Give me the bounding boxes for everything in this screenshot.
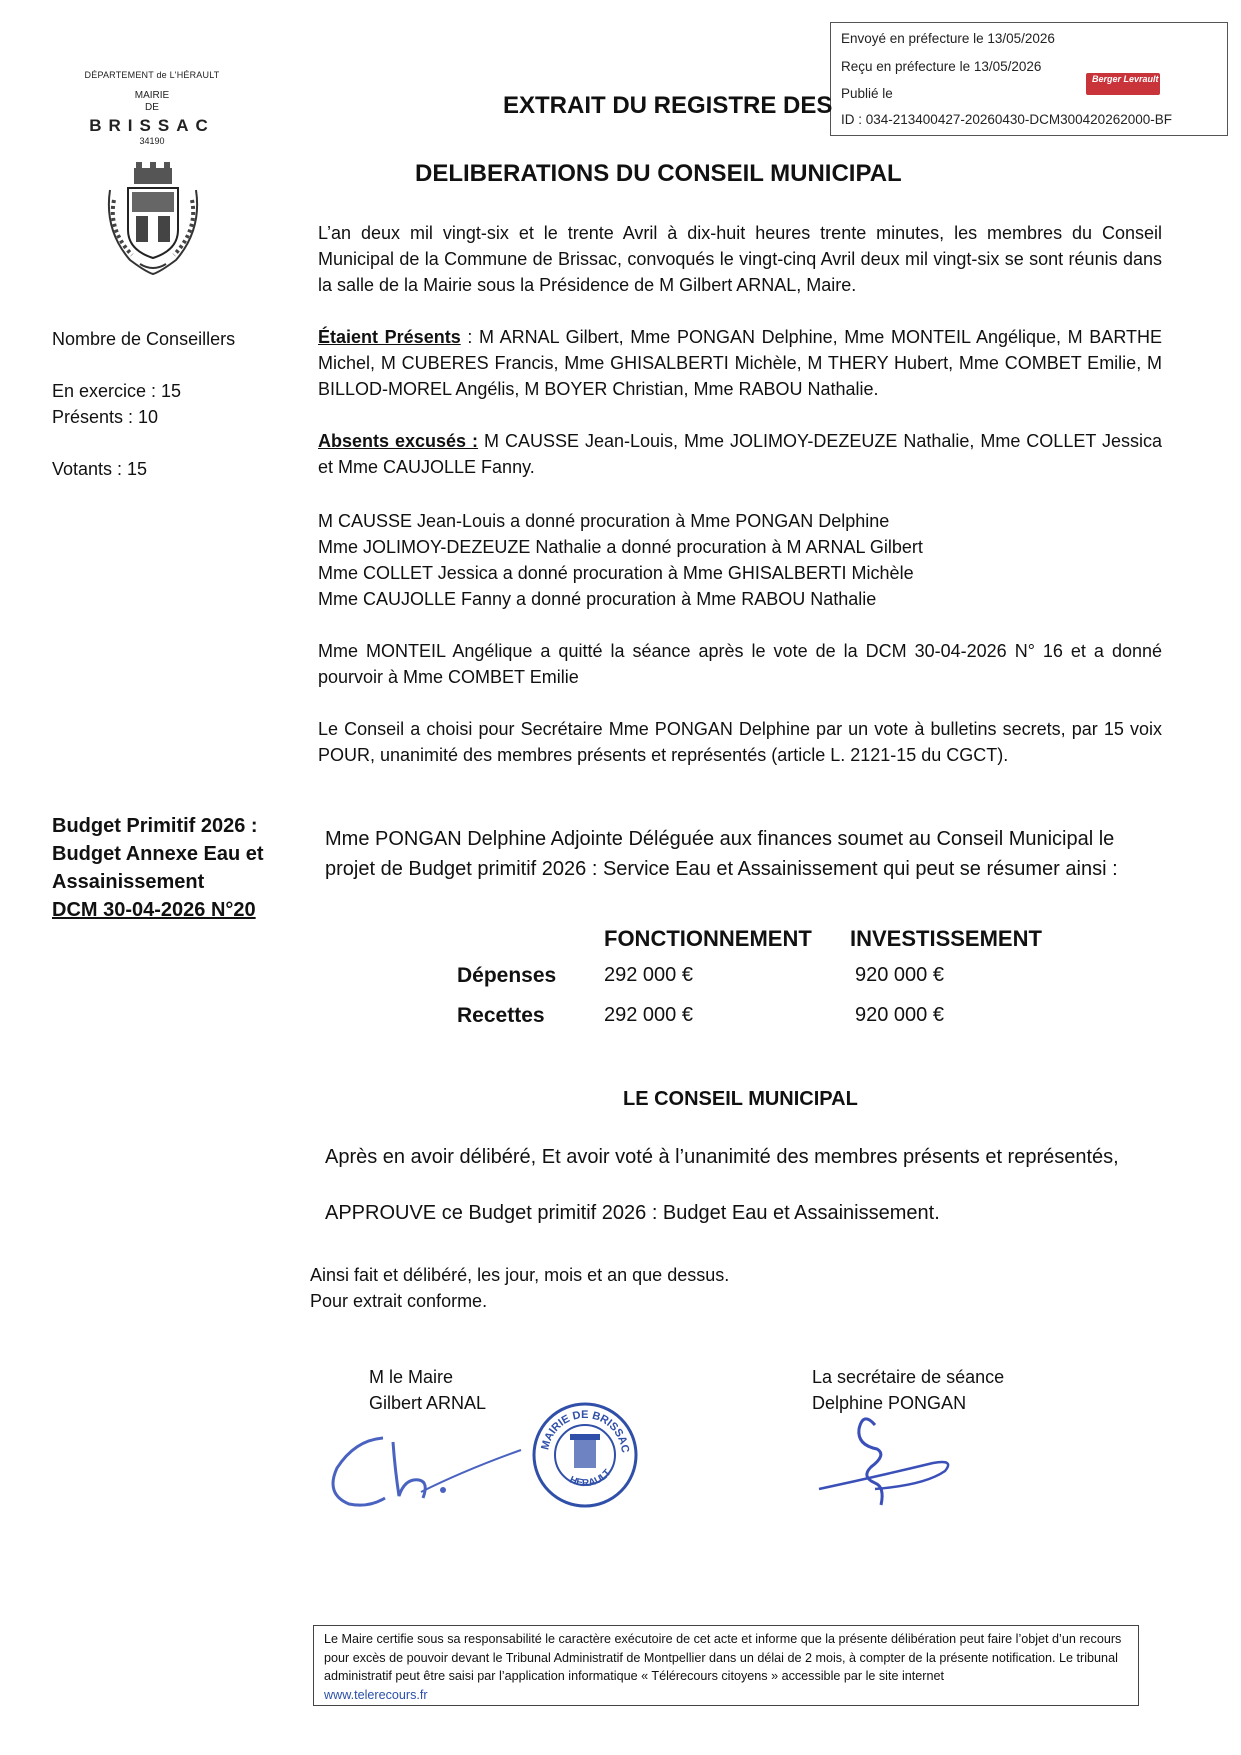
nombre-conseillers: Nombre de Conseillers — [52, 329, 236, 349]
stamp-published-line: Publié le — [841, 86, 893, 101]
seal-bottom-text: HERAULT — [567, 1467, 614, 1490]
row-depenses-fonct: 292 000 € — [604, 964, 693, 986]
deliberations-title: DELIBERATIONS DU CONSEIL MUNICIPAL — [415, 160, 902, 187]
mairie-word: MAIRIE — [134, 90, 170, 101]
secretaire-title: La secrétaire de séance — [812, 1367, 1005, 1387]
procuration-1: M CAUSSE Jean-Louis a donné procuration à Mme PONGAN Delphine — [318, 511, 890, 531]
col-fonctionnement: FONCTIONNEMENT — [604, 926, 812, 951]
telerecours-link[interactable]: www.telerecours.fr — [324, 1687, 428, 1702]
maire-name: Gilbert ARNAL — [369, 1393, 487, 1413]
row-recettes-fonct: 292 000 € — [604, 1004, 693, 1026]
row-recettes-label: Recettes — [457, 1004, 545, 1027]
subject-line-2: Budget Annexe Eau et — [52, 843, 264, 865]
presents-label: Étaient Présents — [318, 327, 461, 347]
procuration-3: Mme COLLET Jessica a donné procuration à Mme GHISALBERTI Michèle — [318, 563, 914, 583]
secretaire-name: Delphine PONGAN — [812, 1393, 967, 1413]
commune-header — [52, 70, 252, 146]
de-word: DE — [145, 102, 159, 113]
procuration-4: Mme CAUJOLLE Fanny a donné procuration à Mme RABOU Nathalie — [318, 589, 877, 609]
absents-label: Absents excusés : — [318, 431, 479, 451]
en-exercice: En exercice : 15 — [52, 381, 182, 401]
votants-count: Votants : 15 — [52, 459, 148, 479]
monteil-paragraph: Mme MONTEIL Angélique a quitté la séance après le vote de la DCM 30-04-2026 N° 16 et a donné pourvoir à Mme COMBET Emilie — [318, 641, 1162, 687]
secretaire-signature-icon — [815, 1405, 965, 1515]
maire-title: M le Maire — [369, 1367, 454, 1387]
deliberation-reference: DCM 30-04-2026 N°20 — [52, 899, 256, 921]
row-depenses-label: Dépenses — [457, 964, 557, 987]
ainsi-fait: Ainsi fait et délibéré, les jour, mois et an que dessus. — [310, 1265, 730, 1285]
deliberation-subject — [52, 812, 264, 924]
col-investissement: INVESTISSEMENT — [850, 926, 1042, 951]
secretaire-paragraph: Le Conseil a choisi pour Secrétaire Mme PONGAN Delphine par un vote à bulletins secrets, par 15 voix POUR, unanimité des membres présents et représentés (article L. 2121-15 du CGCT). — [318, 719, 1162, 765]
budget-intro-line-2: projet de Budget primitif 2026 : Service Eau et Assainissement qui peut se résumer ainsi : — [325, 858, 1118, 880]
berger-levrault-logo: Berger Levrault — [1086, 73, 1160, 95]
stamp-received-line: Reçu en préfecture le 13/05/2026 — [841, 59, 1042, 74]
postcode: 34190 — [139, 136, 165, 146]
procuration-2: Mme JOLIMOY-DEZEUZE Nathalie a donné procuration à M ARNAL Gilbert — [318, 537, 923, 557]
approuve-line: APPROUVE ce Budget primitif 2026 : Budget Eau et Assainissement. — [325, 1202, 940, 1224]
pour-extrait: Pour extrait conforme. — [310, 1291, 488, 1311]
conseil-heading: LE CONSEIL MUNICIPAL — [623, 1088, 858, 1110]
department-label: DÉPARTEMENT de L'HÉRAULT — [84, 70, 220, 80]
mairie-label — [52, 90, 252, 114]
subject-line-1: Budget Primitif 2026 : — [52, 815, 258, 837]
presents-paragraph — [318, 324, 1162, 402]
stamp-id-line: ID : 034-213400427-20260430-DCM300420262000-BF — [841, 112, 1172, 127]
mairie-seal-icon — [530, 1400, 640, 1510]
row-recettes-invest: 920 000 € — [855, 1004, 944, 1026]
intro-paragraph: L’an deux mil vingt-six et le trente Avril à dix-huit heures trente minutes, les membres du Conseil Municipal de la Commune de Brissac, convoqués le vingt-cinq Avril deux mil vingt-six se sont réunis dans la salle de la Mairie sous la Présidence de M Gilbert ARNAL, Maire. — [318, 223, 1162, 295]
absents-list: M CAUSSE Jean-Louis, Mme JOLIMOY-DEZEUZE Nathalie, Mme COLLET Jessica et Mme CAUJOLLE Fanny. — [318, 431, 1163, 477]
absents-paragraph — [318, 428, 1162, 480]
prefecture-stamp — [830, 22, 1228, 136]
register-title: EXTRAIT DU REGISTRE DES — [503, 92, 833, 119]
coat-of-arms-icon — [100, 160, 206, 278]
legal-notice — [313, 1625, 1139, 1706]
stamp-sent-line: Envoyé en préfecture le 13/05/2026 — [841, 31, 1055, 46]
town-name: BRISSAC — [89, 116, 215, 135]
subject-line-3: Assainissement — [52, 871, 205, 893]
budget-intro-line-1: Mme PONGAN Delphine Adjointe Déléguée aux finances soumet au Conseil Municipal le — [325, 828, 1115, 850]
notice-text: Le Maire certifie sous sa responsabilité le caractère exécutoire de cet acte et informe que la présente délibération peut faire l’objet d’un recours pour excès de pouvoir devant le Tribunal Administratif de Montpellier dans un délai de 2 mois, à compter de la présente notification. Le tribunal administratif peut être saisi par l’application informatique « Télérecours citoyens » accessible par le site internet — [324, 1632, 1122, 1683]
presents-count: Présents : 10 — [52, 407, 159, 427]
seal-top-text: MAIRIE DE BRISSAC — [539, 1408, 632, 1454]
maire-signature-icon — [325, 1420, 525, 1520]
row-depenses-invest: 920 000 € — [855, 964, 944, 986]
presents-list: : M ARNAL Gilbert, Mme PONGAN Delphine, Mme MONTEIL Angélique, M BARTHE Michel, M CUBERES Francis, Mme GHISALBERTI Michèle, M THERY Hubert, Mme COMBET Emilie, M BILLOD-MOREL Angélis, M BOYER Christian, Mme RABOU Nathalie. — [318, 327, 1162, 399]
deliberation-line: Après en avoir délibéré, Et avoir voté à l’unanimité des membres présents et représentés, — [325, 1146, 1119, 1168]
